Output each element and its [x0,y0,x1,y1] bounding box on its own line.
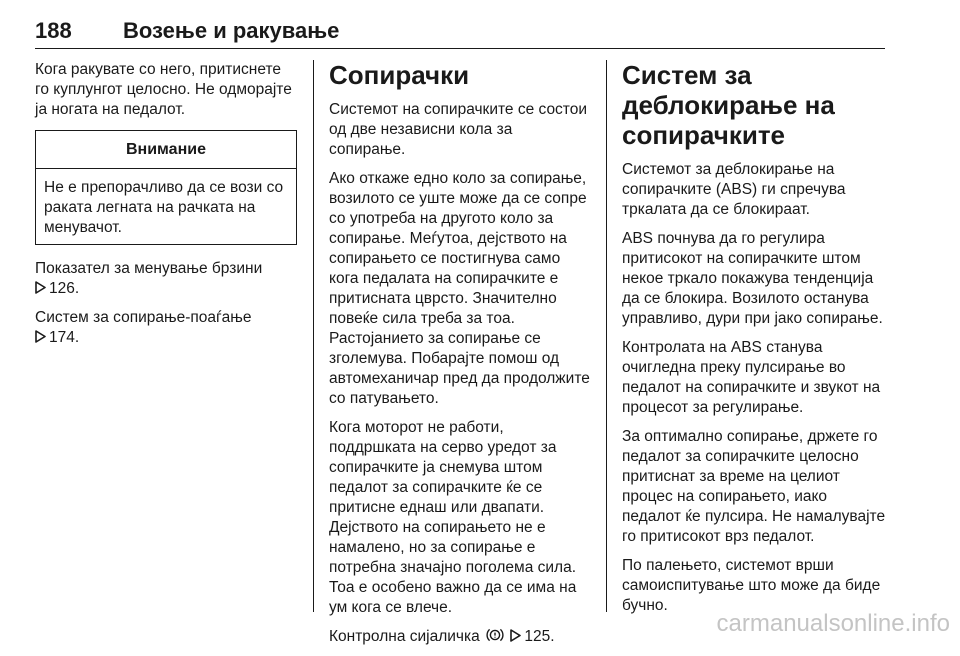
header-divider [35,48,885,49]
warning-body: Не е препорачливо да се вози со раката легната на рачката на менувачот. [44,179,284,236]
brakes-paragraph-2: Ако откаже едно коло за сопирање, возилото се уште може да се сопре со употреба на другото коло за сопирање. Меѓутоа, дејството на сопирањето се постигнува само кога педалата на сопирачките е притисната цврсто. Значително повеќе сила треба за тоа. Растојанието за сопирање се зголемува. Побарајте помош од автомеханичар пред да продолжите со патувањето. [329,170,590,407]
abs-paragraph-2: ABS почнува да го регулира притисокот на сопирачките штом некое тркало покажува тенденција да се блокира. Возилото останува управливо, дури при јако сопирање. [622,230,883,327]
cross-reference-brake-lamp [329,627,591,647]
reference-page[interactable]: 126. [49,280,80,297]
reference-label: Систем за сопирање-поаѓање [35,309,252,326]
reference-page[interactable]: 125. [524,628,555,645]
abs-paragraph-4: За оптимално сопирање, држете го педалот за сопирачките целосно притиснат за време на целиот процес на сопирањето, иако педалот ќе пулсира. Не намалувајте го притисокот врз педалот. [622,428,886,545]
brake-warning-lamp-icon [486,627,504,643]
column-left [35,60,297,357]
page-reference-arrow-icon [510,629,522,642]
reference-label: Контролна сијаличка [329,628,480,645]
brakes-paragraph-1: Системот на сопирачките се состои од две независни кола за сопирање. [329,101,588,158]
abs-paragraph-1: Системот за деблокирање на сопирачките (ABS) ги спречува тркалата да се блокираат. [622,161,846,218]
warning-box [35,130,297,245]
reference-page[interactable]: 174. [49,329,80,346]
column-right [622,60,888,625]
page-number: 188 [35,18,72,43]
watermark: carmanualsonline.info [716,610,950,637]
reference-label: Показател за менување брзини [35,260,263,277]
cross-reference-stop-start [35,308,297,348]
section-heading-brakes: Сопирачки [329,60,470,90]
column-divider [606,60,607,612]
page-header [35,18,885,46]
chapter-title: Возење и ракување [123,18,340,43]
page-reference-arrow-icon [35,281,47,294]
cross-reference-shift-indicator [35,259,297,299]
abs-paragraph-3: Контролата на ABS станува очигледна преку пулсирање во педалот на сопирачките и звукот на процесот за регулирање. [622,339,881,416]
column-divider [313,60,314,612]
section-heading-abs: Систем за деблокирање на сопирачките [622,60,835,150]
clutch-paragraph: Кога ракувате со него, притиснете го куплунгот целосно. Не одморајте ја ногата на педалот. [35,61,292,118]
abs-paragraph-5: По палењето, системот врши самоиспитување што може да биде бучно. [622,557,881,614]
warning-title: Внимание [36,131,296,169]
page-reference-arrow-icon [35,330,47,343]
brakes-paragraph-3: Кога моторот не работи, поддршката на серво уредот за сопирачките ја снемува штом педалот за сопирачките ќе се притисне еднаш или двапати. Дејството на сопирањето не е намалено, но за сопирање е потребна значајно поголема сила. Тоа е особено важно да се има на ум кога се влече. [329,419,577,616]
column-middle [329,60,591,656]
